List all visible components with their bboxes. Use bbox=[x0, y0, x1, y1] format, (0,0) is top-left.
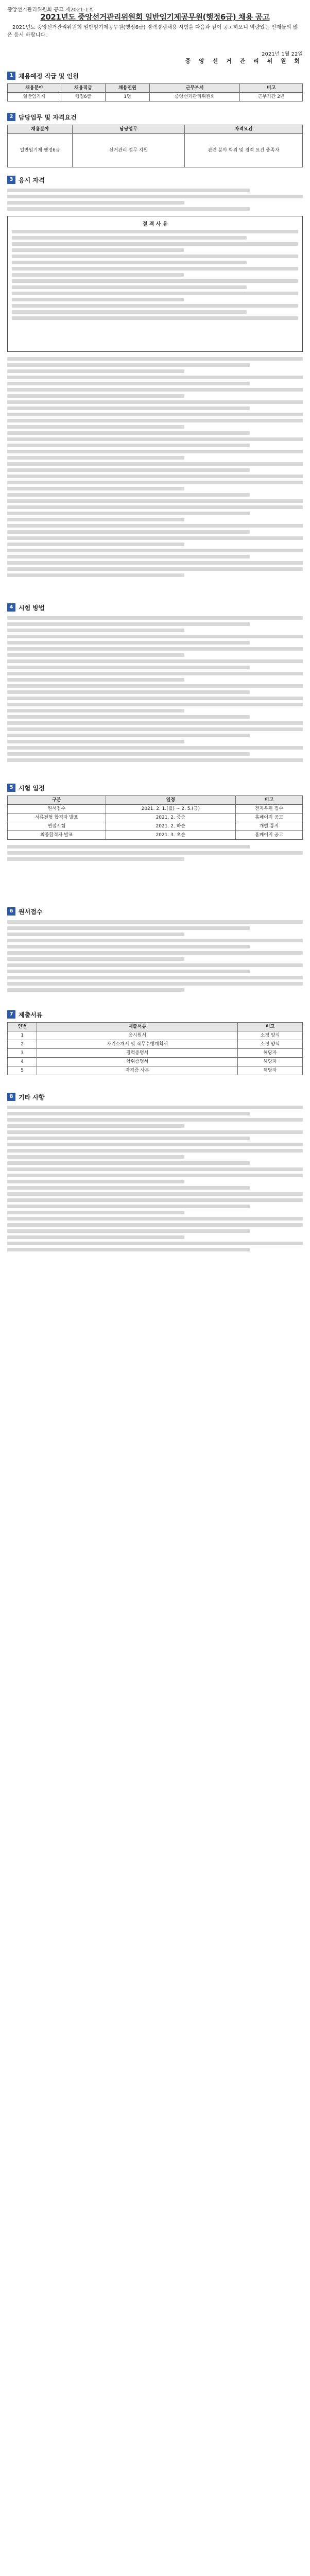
table-cell: 홈페이지 공고 bbox=[235, 831, 302, 840]
section-documents bbox=[7, 1010, 303, 1075]
table-cell: 자기소개서 및 직무수행계획서 bbox=[37, 1040, 238, 1049]
table-cell: 선거관리 업무 지원 bbox=[73, 134, 185, 167]
section-title: 시험 방법 bbox=[19, 604, 45, 612]
table-header: 근무부서 bbox=[149, 84, 239, 93]
section-title: 기타 사항 bbox=[19, 1093, 45, 1101]
table-row bbox=[8, 93, 303, 101]
table-cell: 해당자 bbox=[237, 1049, 302, 1058]
table-row bbox=[8, 831, 303, 840]
application-text bbox=[7, 920, 303, 992]
table-row bbox=[8, 1058, 303, 1066]
section-number: 1 bbox=[7, 72, 15, 80]
box-title: 결 격 사 유 bbox=[142, 222, 168, 227]
page-title: 2021년도 중앙선거관리위원회 일반임기제공무원(행정6급) 채용 공고 bbox=[40, 12, 270, 22]
table-cell: 관련 분야 학위 및 경력 요건 충족자 bbox=[184, 134, 302, 167]
table-cell: 일반임기제 bbox=[8, 93, 61, 101]
section-number: 6 bbox=[7, 907, 15, 916]
table-cell: 2 bbox=[8, 1040, 37, 1049]
table-header: 채용직급 bbox=[61, 84, 105, 93]
intro-paragraph: 2021년도 중앙선거관리위원회 일반임기제공무원(행정6급) 경력경쟁채용 시험을 다음과 같이 공고하오니 역량있는 인재들의 많은 응시 바랍니다. bbox=[7, 25, 298, 38]
table-cell: 응시원서 bbox=[37, 1031, 238, 1040]
section-number: 5 bbox=[7, 784, 15, 792]
table-row bbox=[8, 134, 303, 167]
eligibility-text bbox=[7, 189, 303, 211]
table-cell: 면접시험 bbox=[8, 822, 106, 831]
table-header: 채용분야 bbox=[8, 125, 73, 134]
table-header: 자격요건 bbox=[184, 125, 302, 134]
disqualification-box bbox=[7, 216, 303, 352]
duties-table bbox=[7, 125, 303, 167]
table-cell: 개별 통지 bbox=[235, 822, 302, 831]
table-cell: 서류전형 합격자 발표 bbox=[8, 814, 106, 822]
table-cell: 해당자 bbox=[237, 1066, 302, 1075]
section-schedule bbox=[7, 783, 303, 863]
table-cell: 소정 양식 bbox=[237, 1040, 302, 1049]
table-cell: 근무기간 2년 bbox=[240, 93, 303, 101]
section-number: 3 bbox=[7, 176, 15, 184]
section-number: 4 bbox=[7, 603, 15, 612]
table-header: 연번 bbox=[8, 1023, 37, 1031]
table-cell: 행정6급 bbox=[61, 93, 105, 101]
table-row bbox=[8, 805, 303, 814]
table-header: 일정 bbox=[106, 796, 235, 805]
table-cell: 2021. 2. 1.(월) ~ 2. 5.(금) bbox=[106, 805, 235, 814]
table-row bbox=[8, 1040, 303, 1049]
table-cell: 2021. 2. 하순 bbox=[106, 822, 235, 831]
table-row bbox=[8, 1049, 303, 1058]
table-cell: 소정 양식 bbox=[237, 1031, 302, 1040]
table-row bbox=[8, 822, 303, 831]
table-cell: 학위증명서 bbox=[37, 1058, 238, 1066]
section-duties bbox=[7, 112, 303, 167]
section-number: 8 bbox=[7, 1093, 15, 1101]
section-eligibility bbox=[7, 175, 303, 580]
table-cell: 3 bbox=[8, 1049, 37, 1058]
table-header: 비고 bbox=[240, 84, 303, 93]
table-header: 비고 bbox=[235, 796, 302, 805]
agency-name: 중 앙 선 거 관 리 위 원 회 bbox=[185, 58, 303, 64]
schedule-table bbox=[7, 795, 303, 840]
section-exam-method bbox=[7, 603, 303, 765]
section-title: 채용예정 직급 및 인원 bbox=[19, 72, 79, 80]
table-cell: 1 bbox=[8, 1031, 37, 1040]
table-cell: 4 bbox=[8, 1058, 37, 1066]
table-cell: 2021. 2. 중순 bbox=[106, 814, 235, 822]
section-title: 원서접수 bbox=[19, 908, 43, 916]
schedule-notes bbox=[7, 845, 303, 861]
table-header: 제출서류 bbox=[37, 1023, 238, 1031]
table-row bbox=[8, 1066, 303, 1075]
table-cell: 중앙선거관리위원회 bbox=[149, 93, 239, 101]
table-header: 채용인원 bbox=[105, 84, 149, 93]
table-cell: 2021. 3. 초순 bbox=[106, 831, 235, 840]
table-cell: 해당자 bbox=[237, 1058, 302, 1066]
table-cell: 일반임기제 행정6급 bbox=[8, 134, 73, 167]
table-cell: 원서접수 bbox=[8, 805, 106, 814]
section-title: 시험 일정 bbox=[19, 784, 45, 792]
table-cell: 홈페이지 공고 bbox=[235, 814, 302, 822]
other-text bbox=[7, 1106, 303, 1251]
section-title: 담당업무 및 자격요건 bbox=[19, 113, 77, 121]
table-header: 채용분야 bbox=[8, 84, 61, 93]
table-cell: 최종합격자 발표 bbox=[8, 831, 106, 840]
section-number: 7 bbox=[7, 1010, 15, 1019]
table-cell: 경력증명서 bbox=[37, 1049, 238, 1058]
notice-number: 중앙선거관리위원회 공고 제2021-1호 bbox=[7, 7, 94, 13]
positions-table bbox=[7, 83, 303, 101]
eligibility-notes bbox=[7, 357, 303, 577]
section-number: 2 bbox=[7, 113, 15, 121]
table-header: 담당업무 bbox=[73, 125, 185, 134]
table-cell: 전자우편 접수 bbox=[235, 805, 302, 814]
table-cell: 1명 bbox=[105, 93, 149, 101]
documents-table bbox=[7, 1022, 303, 1075]
section-application bbox=[7, 907, 303, 994]
section-title: 제출서류 bbox=[19, 1011, 43, 1019]
table-row bbox=[8, 814, 303, 822]
table-cell: 자격증 사본 bbox=[37, 1066, 238, 1075]
table-header: 구분 bbox=[8, 796, 106, 805]
exam-method-text bbox=[7, 616, 303, 762]
section-title: 응시 자격 bbox=[19, 176, 45, 184]
section-other bbox=[7, 1092, 303, 1254]
notice-date: 2021년 1월 22일 bbox=[262, 52, 303, 57]
table-cell: 5 bbox=[8, 1066, 37, 1075]
section-positions bbox=[7, 71, 303, 101]
table-header: 비고 bbox=[237, 1023, 302, 1031]
table-row bbox=[8, 1031, 303, 1040]
